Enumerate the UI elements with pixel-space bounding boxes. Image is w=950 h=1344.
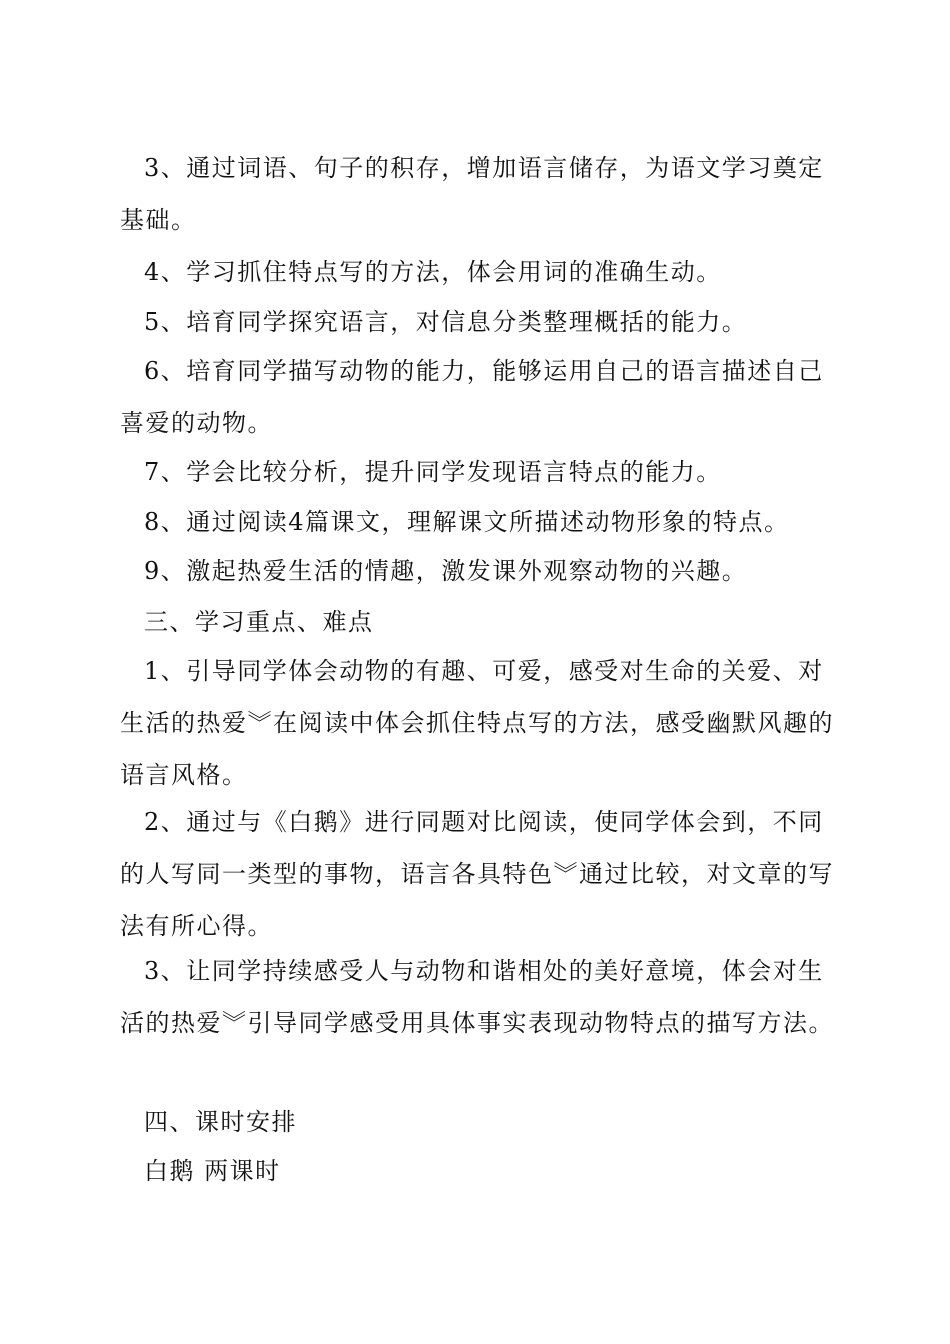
section-heading-key-points: 三、学习重点、难点 [144, 608, 374, 636]
objective-8: 8、通过阅读4篇课文，理解课文所描述动物形象的特点。 [144, 508, 790, 536]
schedule-item-white-goose: 白鹅 两课时 [144, 1157, 281, 1185]
objective-5: 5、培育同学探究语言，对信息分类整理概括的能力。 [144, 308, 748, 336]
objective-4: 4、学习抓住特点写的方法，体会用词的准确生动。 [144, 258, 722, 286]
objective-7: 7、学会比较分析，提升同学发现语言特点的能力。 [144, 458, 722, 486]
section-heading-schedule: 四、课时安排 [144, 1108, 297, 1136]
key-point-3: 3、让同学持续感受人与动物和谐相处的美好意境，体会对生活的热爱︾引导同学感受用具体事实表现动物特点的描写方法。 [120, 957, 834, 1037]
key-point-2: 2、通过与《白鹅》进行同题对比阅读，使同学体会到，不同的人写同一类型的事物，语言各具特色︾通过比较，对文章的写法有所心得。 [120, 808, 834, 940]
objective-3: 3、通过词语、句子的积存，增加语言储存，为语文学习奠定基础。 [120, 154, 824, 234]
key-point-1: 1、引导同学体会动物的有趣、可爱，感受对生命的关爱、对生活的热爱︾在阅读中体会抓住特点写的方法，感受幽默风趣的语言风格。 [120, 657, 834, 789]
objective-9: 9、激起热爱生活的情趣，激发课外观察动物的兴趣。 [144, 557, 748, 585]
objective-6: 6、培育同学描写动物的能力，能够运用自己的语言描述自己喜爱的动物。 [120, 357, 824, 437]
